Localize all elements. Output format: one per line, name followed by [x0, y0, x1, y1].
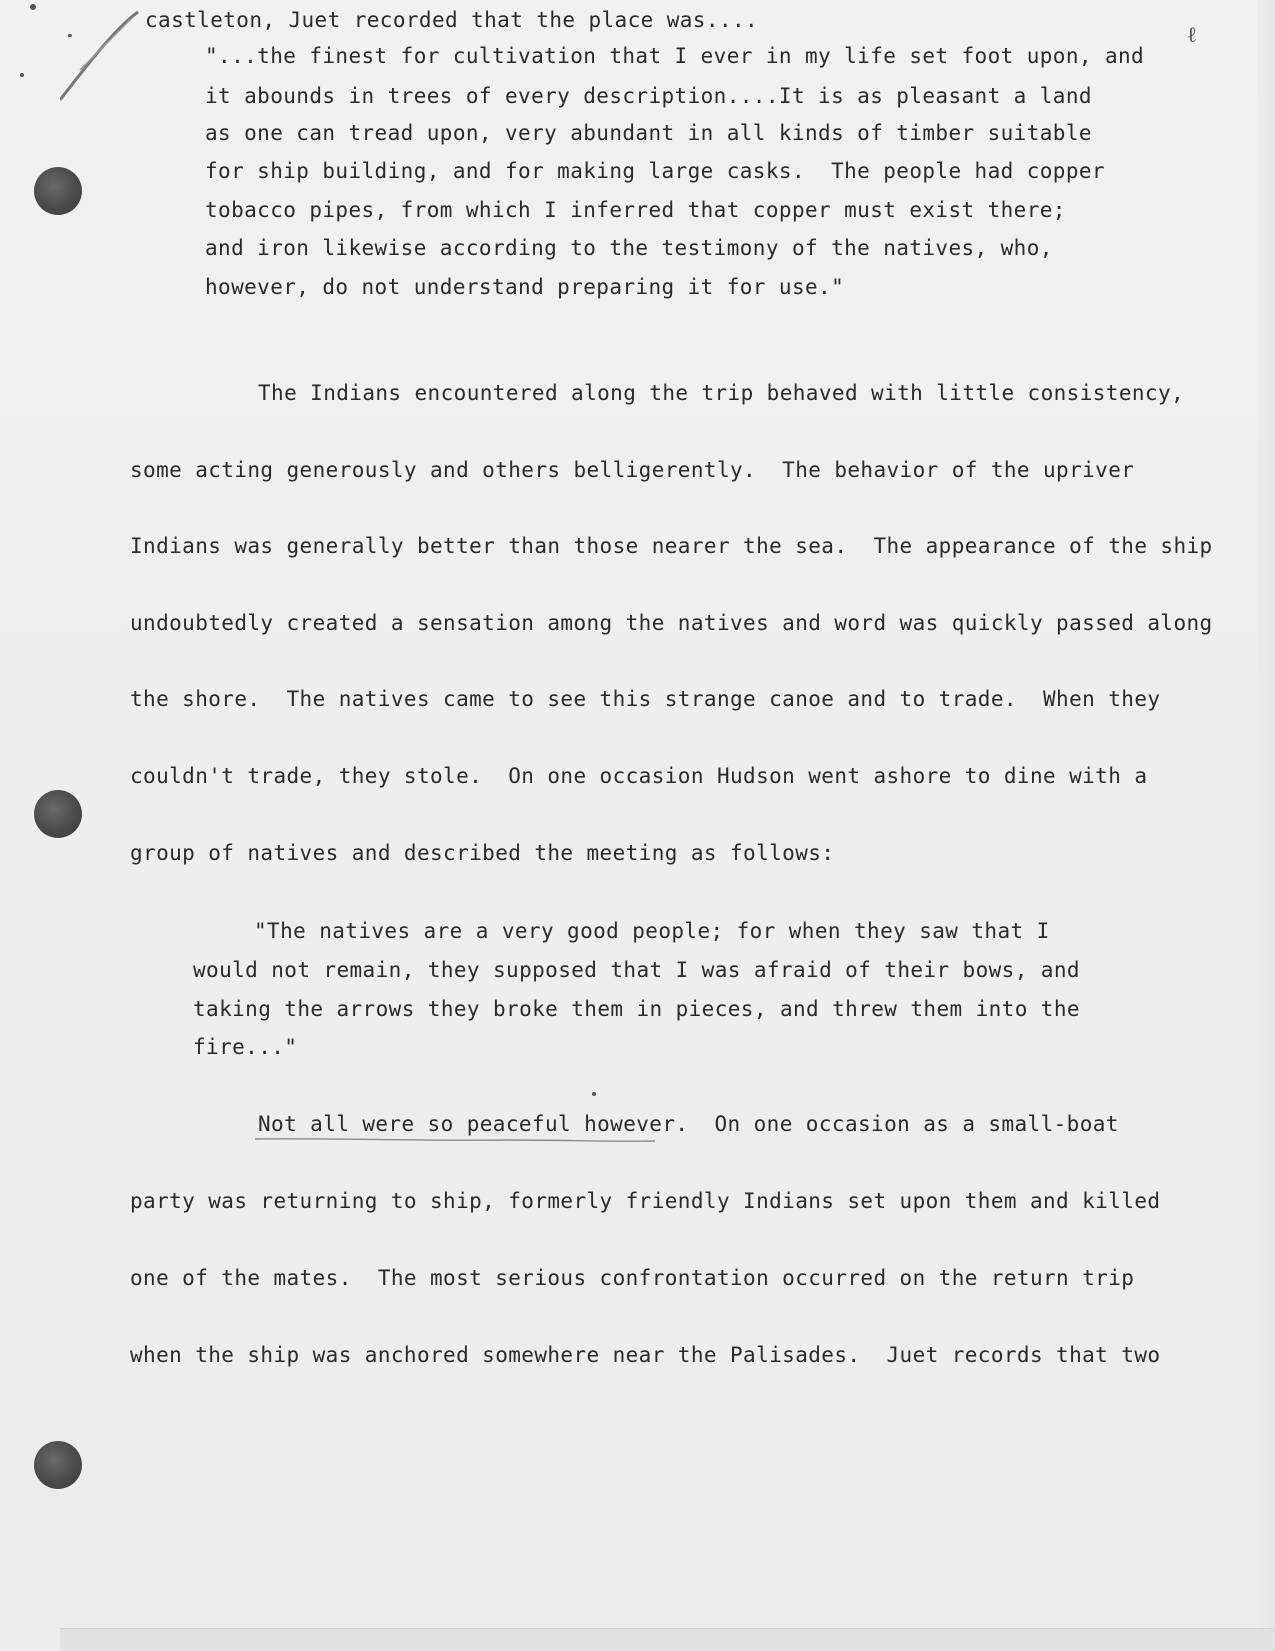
punch-hole-top — [34, 167, 82, 215]
paragraph-line: the shore. The natives came to see this strange canoe and to trade. When they — [130, 687, 1161, 711]
quote-line: and iron likewise according to the testimony of the natives, who, — [205, 236, 1053, 260]
page-edge-bottom — [60, 1628, 1275, 1651]
paragraph-line: group of natives and described the meeting as follows: — [130, 841, 835, 865]
paragraph-line: Indians was generally better than those nearer the sea. The appearance of the ship — [130, 534, 1213, 558]
page-edge-right — [1257, 0, 1275, 1650]
paragraph-line: party was returning to ship, formerly friendly Indians set upon them and killed — [130, 1189, 1161, 1213]
paragraph-line: undoubtedly created a sensation among the natives and word was quickly passed along — [130, 611, 1213, 635]
paragraph-line: couldn't trade, they stole. On one occasion Hudson went ashore to dine with a — [130, 764, 1148, 788]
quote-line: "...the finest for cultivation that I ever in my life set foot upon, and — [205, 44, 1145, 68]
quote-line: for ship building, and for making large casks. The people had copper — [205, 159, 1105, 183]
margin-handwritten-mark: ℓ — [1186, 23, 1197, 48]
punch-hole-bottom — [34, 1441, 82, 1489]
paragraph-line: one of the mates. The most serious confrontation occurred on the return trip — [130, 1266, 1135, 1290]
quote-line: would not remain, they supposed that I was afraid of their bows, and — [193, 958, 1080, 982]
paragraph-line: The Indians encountered along the trip behaved with little consistency, — [258, 381, 1185, 405]
quote-line: "The natives are a very good people; for when they saw that I — [254, 919, 1050, 943]
quote-line: however, do not understand preparing it for use." — [205, 275, 845, 299]
quote-line: fire..." — [193, 1035, 298, 1059]
paragraph-line: when the ship was anchored somewhere near the Palisades. Juet records that two — [130, 1343, 1161, 1367]
paragraph-line: some acting generously and others belligerently. The behavior of the upriver — [130, 458, 1135, 482]
pencil-underline — [255, 1137, 655, 1143]
punch-hole-middle — [34, 790, 82, 838]
quote-line: tobacco pipes, from which I inferred that copper must exist there; — [205, 198, 1066, 222]
quote-line: as one can tread upon, very abundant in all kinds of timber suitable — [205, 121, 1092, 145]
opening-line: castleton, Juet recorded that the place was.... — [145, 8, 759, 32]
paragraph-line: Not all were so peaceful however. On one occasion as a small-boat — [258, 1112, 1119, 1136]
quote-line: taking the arrows they broke them in pieces, and threw them into the — [193, 997, 1080, 1021]
quote-line: it abounds in trees of every description....It is as pleasant a land — [205, 84, 1092, 108]
